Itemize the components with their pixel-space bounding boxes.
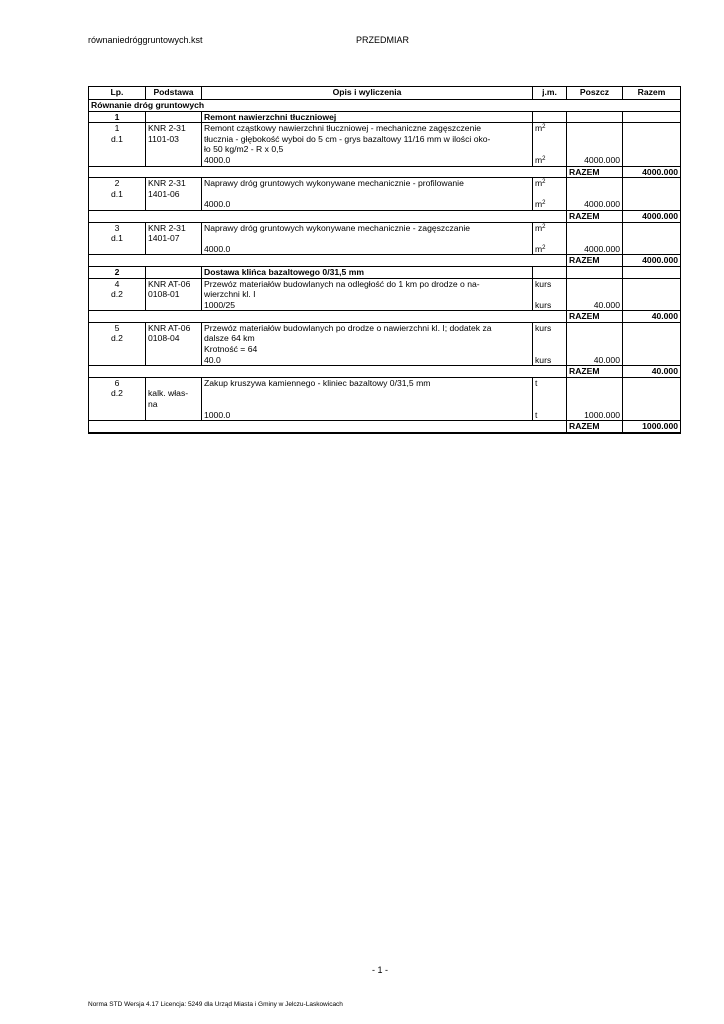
razem-label: RAZEM xyxy=(567,366,623,378)
razem-spacer xyxy=(89,421,146,433)
opis-cell: Zakup kruszywa kamiennego - kliniec bazaltowy 0/31,5 mm xyxy=(202,377,533,388)
razem-cell-empty xyxy=(623,222,681,233)
unit-text: kurs xyxy=(535,322,552,333)
razem-label: RAZEM xyxy=(567,166,623,178)
position-line xyxy=(89,377,681,388)
razem-spacer xyxy=(533,366,567,378)
lp-cell: d.1 xyxy=(89,233,146,244)
jm-cell xyxy=(533,355,567,366)
poszcz-cell-empty xyxy=(567,278,623,289)
razem-spacer xyxy=(533,210,567,222)
group-podstawa-empty xyxy=(146,111,202,123)
razem-spacer xyxy=(533,421,567,433)
position-line xyxy=(89,178,681,189)
razem-row xyxy=(89,255,681,267)
unit-exponent: 2 xyxy=(542,179,546,186)
razem-cell-empty xyxy=(623,289,681,300)
opis-cell: Naprawy dróg gruntowych wykonywane mechanicznie - zagęszczanie xyxy=(202,222,533,233)
unit-text: kurs xyxy=(535,354,552,365)
razem-spacer xyxy=(89,255,146,267)
podstawa-cell-empty xyxy=(146,199,202,210)
podstawa-cell: 1101-03 xyxy=(146,134,202,145)
unit-text: t xyxy=(535,409,538,420)
razem-cell-empty xyxy=(623,399,681,410)
razem-row xyxy=(89,421,681,433)
calc-line xyxy=(89,199,681,210)
razem-label: RAZEM xyxy=(567,210,623,222)
unit-text: m xyxy=(535,222,543,233)
razem-cell-empty xyxy=(623,144,681,155)
unit-text: kurs xyxy=(535,299,552,310)
razem-cell-empty xyxy=(623,199,681,210)
razem-spacer xyxy=(146,366,202,378)
jm-cell-empty xyxy=(533,189,567,200)
razem-value: 40.000 xyxy=(623,311,681,323)
razem-value: 4000.000 xyxy=(623,210,681,222)
section-row xyxy=(89,100,681,112)
razem-spacer xyxy=(533,255,567,267)
razem-row xyxy=(89,366,681,378)
position-line xyxy=(89,189,681,200)
razem-cell-empty xyxy=(623,123,681,134)
razem-spacer xyxy=(89,210,146,222)
razem-spacer xyxy=(202,311,533,323)
podstawa-cell: KNR 2-31 xyxy=(146,123,202,134)
razem-cell-empty xyxy=(623,377,681,388)
calc-line xyxy=(89,355,681,366)
razem-cell-empty xyxy=(623,278,681,289)
jm-cell xyxy=(533,278,567,289)
jm-cell-empty xyxy=(533,233,567,244)
opis-cell: Przewóz materiałów budowlanych po drodze o nawierzchni kl. I; dodatek za xyxy=(202,322,533,333)
jm-cell-empty xyxy=(533,333,567,344)
podstawa-cell xyxy=(146,144,202,155)
unit-exponent: 2 xyxy=(542,155,546,162)
razem-cell-empty xyxy=(623,155,681,166)
lp-cell xyxy=(89,344,146,355)
jm-cell xyxy=(533,222,567,233)
calc-expression: 1000/25 xyxy=(202,300,533,311)
razem-cell-empty xyxy=(623,178,681,189)
lp-cell: 6 xyxy=(89,377,146,388)
razem-label: RAZEM xyxy=(567,255,623,267)
group-row xyxy=(89,266,681,278)
jm-cell-empty xyxy=(533,289,567,300)
razem-spacer xyxy=(146,255,202,267)
page-number: - 1 - xyxy=(372,965,389,975)
jm-cell-empty xyxy=(533,134,567,145)
jm-cell-empty xyxy=(533,399,567,410)
razem-cell-empty xyxy=(623,333,681,344)
poszcz-value: 40.000 xyxy=(567,355,623,366)
poszcz-value: 1000.000 xyxy=(567,410,623,421)
podstawa-cell: KNR AT-06 xyxy=(146,322,202,333)
razem-cell-empty xyxy=(623,233,681,244)
jm-cell xyxy=(533,377,567,388)
position-line xyxy=(89,278,681,289)
group-poszcz-empty xyxy=(567,111,623,123)
poszcz-cell-empty xyxy=(567,344,623,355)
group-razem-empty xyxy=(623,111,681,123)
unit-text: m xyxy=(535,154,543,165)
razem-label: RAZEM xyxy=(567,421,623,433)
section-title: Równanie dróg gruntowych xyxy=(89,100,681,112)
podstawa-cell: 0108-01 xyxy=(146,289,202,300)
document-title: PRZEDMIAR xyxy=(356,35,410,45)
unit-exponent: 2 xyxy=(542,124,546,131)
razem-value: 4000.000 xyxy=(623,255,681,267)
razem-cell-empty xyxy=(623,244,681,255)
jm-cell xyxy=(533,199,567,210)
calc-expression: 1000.0 xyxy=(202,410,533,421)
lp-cell-empty xyxy=(89,155,146,166)
razem-spacer xyxy=(202,366,533,378)
poszcz-value: 4000.000 xyxy=(567,155,623,166)
unit-text: m xyxy=(535,178,543,189)
podstawa-cell-empty xyxy=(146,244,202,255)
lp-cell: d.2 xyxy=(89,333,146,344)
unit-exponent: 2 xyxy=(542,244,546,251)
document-filename: równaniedróggruntowych.kst xyxy=(88,35,203,45)
lp-cell: d.1 xyxy=(89,189,146,200)
poszcz-cell-empty xyxy=(567,322,623,333)
razem-row xyxy=(89,210,681,222)
lp-cell: 5 xyxy=(89,322,146,333)
opis-cell: Krotność = 64 xyxy=(202,344,533,355)
razem-spacer xyxy=(146,421,202,433)
col-header-jm: j.m. xyxy=(533,87,567,100)
position-line xyxy=(89,399,681,410)
position-line xyxy=(89,333,681,344)
razem-spacer xyxy=(89,311,146,323)
opis-cell: Naprawy dróg gruntowych wykonywane mechanicznie - profilowanie xyxy=(202,178,533,189)
lp-cell: 3 xyxy=(89,222,146,233)
podstawa-cell: kalk. włas- xyxy=(146,388,202,399)
lp-cell-empty xyxy=(89,244,146,255)
position-line xyxy=(89,322,681,333)
poszcz-cell-empty xyxy=(567,222,623,233)
podstawa-cell: KNR 2-31 xyxy=(146,178,202,189)
poszcz-cell-empty xyxy=(567,289,623,300)
opis-cell: Przewóz materiałów budowlanych na odległość do 1 km po drodze o na- xyxy=(202,278,533,289)
podstawa-cell: 0108-04 xyxy=(146,333,202,344)
group-jm-empty xyxy=(533,111,567,123)
license-footer: Norma STD Wersja 4.17 Licencja: 5249 dla Urząd Miasta i Gminy w Jelczu-Laskowicach xyxy=(88,1001,343,1008)
group-title: Remont nawierzchni tłuczniowej xyxy=(202,111,533,123)
poszcz-cell-empty xyxy=(567,377,623,388)
poszcz-cell-empty xyxy=(567,123,623,134)
jm-cell-empty xyxy=(533,388,567,399)
lp-cell: d.2 xyxy=(89,289,146,300)
podstawa-cell: 1401-07 xyxy=(146,233,202,244)
col-header-razem: Razem xyxy=(623,87,681,100)
razem-spacer xyxy=(146,166,202,178)
lp-cell xyxy=(89,144,146,155)
position-line xyxy=(89,144,681,155)
razem-cell-empty xyxy=(623,134,681,145)
razem-spacer xyxy=(89,366,146,378)
jm-cell xyxy=(533,123,567,134)
podstawa-cell: 1401-06 xyxy=(146,189,202,200)
group-podstawa-empty xyxy=(146,266,202,278)
opis-cell xyxy=(202,388,533,399)
col-header-lp: Lp. xyxy=(89,87,146,100)
poszcz-cell-empty xyxy=(567,399,623,410)
jm-cell xyxy=(533,178,567,189)
position-line xyxy=(89,344,681,355)
opis-cell: dalsze 64 km xyxy=(202,333,533,344)
opis-cell: ło 50 kg/m2 - R x 0,5 xyxy=(202,144,533,155)
jm-cell-empty xyxy=(533,344,567,355)
razem-spacer xyxy=(202,166,533,178)
razem-row xyxy=(89,166,681,178)
lp-cell: 1 xyxy=(89,123,146,134)
poszcz-cell-empty xyxy=(567,189,623,200)
poszcz-value: 40.000 xyxy=(567,300,623,311)
podstawa-cell xyxy=(146,344,202,355)
group-title: Dostawa klińca bazaltowego 0/31,5 mm xyxy=(202,266,533,278)
jm-cell xyxy=(533,300,567,311)
lp-cell xyxy=(89,399,146,410)
lp-cell-empty xyxy=(89,410,146,421)
opis-cell xyxy=(202,189,533,200)
position-line xyxy=(89,233,681,244)
poszcz-cell-empty xyxy=(567,134,623,145)
lp-cell-empty xyxy=(89,199,146,210)
opis-cell xyxy=(202,399,533,410)
col-header-podstawa: Podstawa xyxy=(146,87,202,100)
lp-cell: 2 xyxy=(89,178,146,189)
razem-cell-empty xyxy=(623,322,681,333)
opis-cell: Remont cząstkowy nawierzchni tłuczniowej - mechaniczne zagęszczenie xyxy=(202,123,533,134)
jm-cell xyxy=(533,155,567,166)
table-header-row xyxy=(89,87,681,100)
razem-value: 4000.000 xyxy=(623,166,681,178)
podstawa-cell-empty xyxy=(146,410,202,421)
razem-spacer xyxy=(89,166,146,178)
jm-cell xyxy=(533,410,567,421)
podstawa-cell: KNR AT-06 xyxy=(146,278,202,289)
razem-spacer xyxy=(202,421,533,433)
calc-expression: 4000.0 xyxy=(202,155,533,166)
group-number: 1 xyxy=(89,111,146,123)
razem-spacer xyxy=(533,166,567,178)
razem-spacer xyxy=(202,255,533,267)
col-header-poszcz: Poszcz xyxy=(567,87,623,100)
razem-value: 40.000 xyxy=(623,366,681,378)
unit-text: m xyxy=(535,123,543,134)
calc-line xyxy=(89,300,681,311)
lp-cell: d.1 xyxy=(89,134,146,145)
position-line xyxy=(89,222,681,233)
razem-cell-empty xyxy=(623,410,681,421)
razem-value: 1000.000 xyxy=(623,421,681,433)
group-razem-empty xyxy=(623,266,681,278)
razem-spacer xyxy=(146,210,202,222)
position-line xyxy=(89,388,681,399)
unit-exponent: 2 xyxy=(542,200,546,207)
razem-spacer xyxy=(146,311,202,323)
col-header-opis: Opis i wyliczenia xyxy=(202,87,533,100)
razem-row xyxy=(89,311,681,323)
podstawa-cell xyxy=(146,377,202,388)
calc-line xyxy=(89,410,681,421)
calc-expression: 4000.0 xyxy=(202,199,533,210)
poszcz-value: 4000.000 xyxy=(567,244,623,255)
calc-expression: 4000.0 xyxy=(202,244,533,255)
razem-cell-empty xyxy=(623,344,681,355)
razem-spacer xyxy=(202,210,533,222)
jm-cell xyxy=(533,322,567,333)
calc-expression: 40.0 xyxy=(202,355,533,366)
razem-label: RAZEM xyxy=(567,311,623,323)
position-line xyxy=(89,134,681,145)
razem-cell-empty xyxy=(623,300,681,311)
calc-line xyxy=(89,244,681,255)
group-number: 2 xyxy=(89,266,146,278)
unit-text: m xyxy=(535,243,543,254)
razem-spacer xyxy=(533,311,567,323)
position-line xyxy=(89,289,681,300)
poszcz-cell-empty xyxy=(567,388,623,399)
podstawa-cell: KNR 2-31 xyxy=(146,222,202,233)
unit-exponent: 2 xyxy=(542,223,546,230)
jm-cell-empty xyxy=(533,144,567,155)
lp-cell-empty xyxy=(89,300,146,311)
opis-cell: tłucznia - głębokość wyboi do 5 cm - grys bazaltowy 11/16 mm w ilości oko- xyxy=(202,134,533,145)
lp-cell: d.2 xyxy=(89,388,146,399)
group-row xyxy=(89,111,681,123)
poszcz-cell-empty xyxy=(567,233,623,244)
podstawa-cell-empty xyxy=(146,355,202,366)
unit-text: t xyxy=(535,377,538,388)
opis-cell: wierzchni kl. I xyxy=(202,289,533,300)
podstawa-cell-empty xyxy=(146,300,202,311)
razem-cell-empty xyxy=(623,189,681,200)
przedmiar-table xyxy=(88,86,681,434)
poszcz-cell-empty xyxy=(567,333,623,344)
unit-text: m xyxy=(535,199,543,210)
poszcz-value: 4000.000 xyxy=(567,199,623,210)
group-poszcz-empty xyxy=(567,266,623,278)
lp-cell-empty xyxy=(89,355,146,366)
group-jm-empty xyxy=(533,266,567,278)
poszcz-cell-empty xyxy=(567,144,623,155)
podstawa-cell-empty xyxy=(146,155,202,166)
position-line xyxy=(89,123,681,134)
poszcz-cell-empty xyxy=(567,178,623,189)
opis-cell xyxy=(202,233,533,244)
razem-cell-empty xyxy=(623,355,681,366)
unit-text: kurs xyxy=(535,278,552,289)
jm-cell xyxy=(533,244,567,255)
lp-cell: 4 xyxy=(89,278,146,289)
podstawa-cell: na xyxy=(146,399,202,410)
calc-line xyxy=(89,155,681,166)
razem-cell-empty xyxy=(623,388,681,399)
